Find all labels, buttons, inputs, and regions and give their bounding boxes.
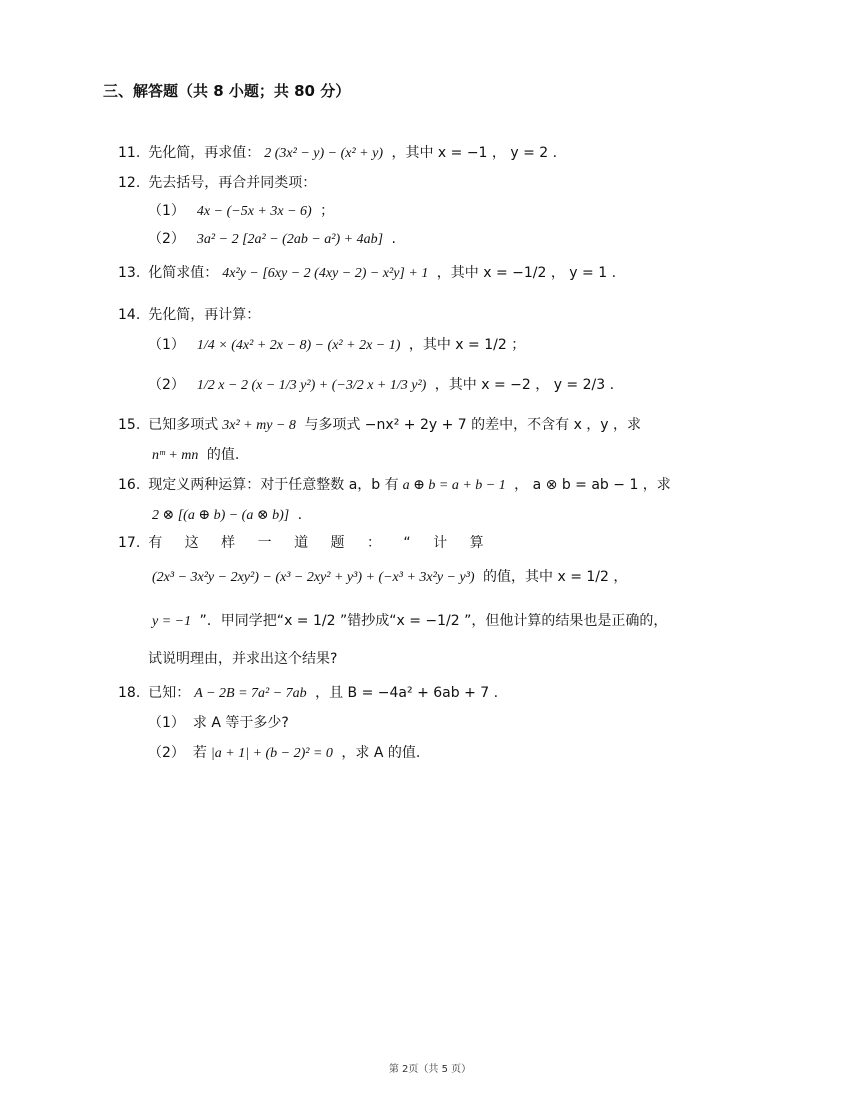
- question-number: 18.: [118, 685, 141, 701]
- question-tail: ，求 A 的值.: [336, 745, 421, 761]
- question-math: a ⊕ b = a + b − 1: [402, 478, 506, 493]
- question-math: 2 (3x² − y) − (x² + y): [264, 146, 384, 161]
- question-line-q15b: [148, 444, 239, 467]
- question-text: 已知：: [148, 685, 191, 701]
- question-tail: ，其中 x = 1/2 ；: [404, 337, 526, 353]
- question-tail: ”．甲同学把“x = 1/2 ”错抄成“x = −1/2 ”，但他计算的结果也是正确的，: [195, 613, 668, 629]
- question-line-q18a: [148, 712, 289, 734]
- question-text: 试说明理由，并求出这个结果?: [148, 651, 338, 667]
- question-number: 11.: [118, 145, 141, 161]
- question-number: 15.: [118, 417, 141, 433]
- question-tail: ；: [315, 203, 335, 219]
- question-line-q17d: [148, 648, 337, 670]
- question-number: （1）: [148, 203, 185, 219]
- question-number: 17.: [118, 535, 141, 551]
- question-line-q17b: [148, 566, 627, 589]
- question-tail: ，其中 x = −1/2 ， y = 1 .: [432, 265, 617, 281]
- question-math: (2x³ − 3x²y − 2xy²) − (x³ − 2xy² + y³) + (−x³ + 3x²y − y³): [152, 570, 475, 585]
- question-math: y = −1: [152, 614, 192, 629]
- question-math: |a + 1| + (b − 2)² = 0: [210, 746, 333, 761]
- question-line-q16b: [148, 504, 302, 527]
- question-number: （2）: [148, 377, 185, 393]
- question-math: 4x − (−5x + 3x − 6): [196, 204, 312, 219]
- section-title: 三、解答题（共 8 小题；共 80 分）: [103, 82, 351, 100]
- question-line-q18: [118, 682, 498, 705]
- question-number: 12.: [118, 175, 141, 191]
- question-text: 先化简，再求值：: [148, 145, 261, 161]
- question-tail: .: [293, 507, 303, 523]
- question-line-q17c: [148, 610, 667, 633]
- question-math: 3x² + my − 8: [222, 418, 296, 433]
- question-tail: .: [387, 231, 396, 247]
- question-number: 13.: [118, 265, 141, 281]
- question-tail: ，且 B = −4a² + 6ab + 7 .: [310, 685, 499, 701]
- page-footer: 第 2页（共 5 页）: [388, 1064, 472, 1075]
- question-line-q16a: [118, 474, 671, 497]
- question-math: 2 ⊗ [(a ⊕ b) − (a ⊗ b)]: [152, 508, 290, 523]
- question-line-q18b: [148, 742, 420, 765]
- question-text: 若: [192, 745, 207, 761]
- question-math: nᵐ + mn: [152, 448, 199, 463]
- question-number: （2）: [148, 231, 185, 247]
- question-line-q12a: [148, 200, 334, 223]
- question-math: 1/4 × (4x² + 2x − 8) − (x² + 2x − 1): [196, 338, 401, 353]
- question-tail: ，其中 x = −1 ， y = 2 .: [387, 145, 558, 161]
- question-tail: ， a ⊗ b = ab − 1 ，求: [509, 477, 671, 493]
- question-line-q12: [118, 172, 316, 194]
- question-number: 16.: [118, 477, 141, 493]
- question-text: 现定义两种运算：对于任意整数 a，b 有: [148, 477, 399, 493]
- question-line-q11: [118, 142, 557, 165]
- question-text: 有 这 样 一 道 题 ： “ 计 算: [148, 535, 484, 551]
- question-math: 3a² − 2 [2a² − (2ab − a²) + 4ab]: [196, 232, 384, 247]
- question-math: A − 2B = 7a² − 7ab: [194, 686, 307, 701]
- question-line-q15a: [118, 414, 641, 437]
- question-number: 14.: [118, 307, 141, 323]
- question-text: 先化简，再计算：: [148, 307, 261, 323]
- question-line-q14b: [148, 374, 614, 397]
- question-line-q13: [118, 262, 616, 285]
- question-line-q17a: [118, 532, 758, 554]
- question-text: 化简求值：: [148, 265, 219, 281]
- question-line-q14a: [148, 334, 525, 357]
- question-text: 已知多项式: [148, 417, 219, 433]
- question-text: 先去括号，再合并同类项：: [148, 175, 317, 191]
- question-tail: 与多项式 −nx² + 2y + 7 的差中，不含有 x ，y ，求: [299, 417, 642, 433]
- question-number: （1）: [148, 715, 185, 731]
- question-tail: ，其中 x = −2 ， y = 2/3 .: [430, 377, 615, 393]
- question-text: 求 A 等于多少?: [192, 715, 289, 731]
- question-line-q14: [118, 304, 260, 326]
- question-number: （2）: [148, 745, 185, 761]
- question-tail: 的值，其中 x = 1/2 ，: [478, 569, 628, 585]
- question-tail: 的值.: [202, 447, 240, 463]
- question-line-q12b: [148, 228, 396, 251]
- question-math: 4x²y − [6xy − 2 (4xy − 2) − x²y] + 1: [222, 266, 429, 281]
- question-number: （1）: [148, 337, 185, 353]
- question-math: 1/2 x − 2 (x − 1/3 y²) + (−3/2 x + 1/3 y²): [196, 378, 427, 393]
